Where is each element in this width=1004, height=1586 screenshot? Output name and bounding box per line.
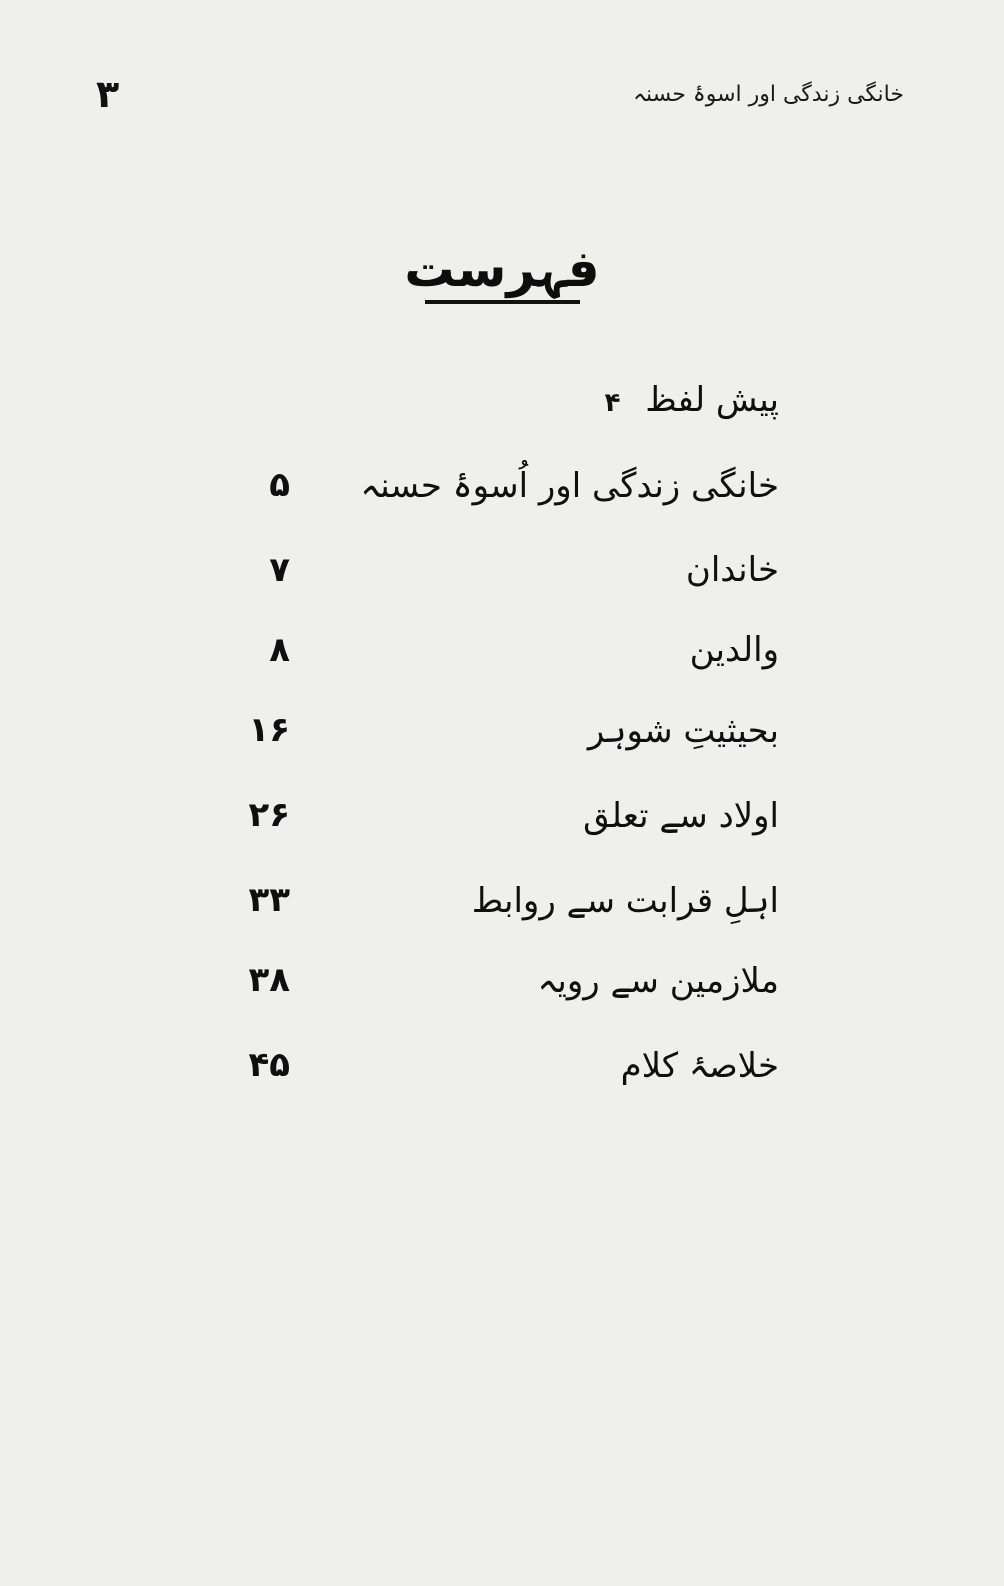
page-number: ۳ (96, 72, 120, 116)
toc-entry (0, 465, 1004, 535)
toc-entry-title: والدین (689, 630, 779, 670)
toc-entry-preface (0, 380, 1004, 450)
toc-entry-title: اہلِ قرابت سے روابط (471, 881, 779, 921)
toc-entry-title: خانگی زندگی اور اُسوۂ حسنہ (360, 466, 779, 506)
toc-entry-page: ۸ (269, 630, 290, 670)
toc-entry (0, 880, 1004, 950)
toc-entry-title: خلاصۂ کلام (620, 1046, 779, 1086)
toc-entry (0, 795, 1004, 865)
toc-entry-title-text: پیش لفظ (645, 380, 779, 420)
toc-entry (0, 630, 1004, 700)
toc-entry-page: ۵ (269, 465, 290, 505)
toc-heading (0, 240, 1004, 304)
toc-entry (0, 710, 1004, 780)
toc-entry-title: اولاد سے تعلق (583, 796, 779, 836)
running-header-title: خانگی زندگی اور اسوۂ حسنہ (633, 82, 904, 107)
toc-entry-page: ۴۵ (248, 1045, 290, 1085)
toc-entry-page: ۳۸ (248, 960, 290, 1000)
toc-entry-page: ۱۶ (248, 710, 290, 750)
toc-entry-page: ۳۳ (248, 880, 290, 920)
toc-heading-text: فہرست (404, 240, 600, 298)
toc-entry-title (605, 380, 779, 420)
toc-entry (0, 960, 1004, 1030)
toc-entry-title: بحیثیتِ شوہر (587, 711, 779, 751)
toc-entry (0, 1045, 1004, 1115)
toc-entry-page: ۲۶ (248, 795, 290, 835)
toc-entry-page: ۷ (269, 550, 290, 590)
toc-entry-title: ملازمین سے رویہ (537, 961, 779, 1001)
toc-entry (0, 550, 1004, 620)
toc-entry-page: ۴ (604, 388, 621, 418)
toc-heading-underline (425, 300, 580, 304)
toc-entry-title: خاندان (685, 550, 779, 590)
